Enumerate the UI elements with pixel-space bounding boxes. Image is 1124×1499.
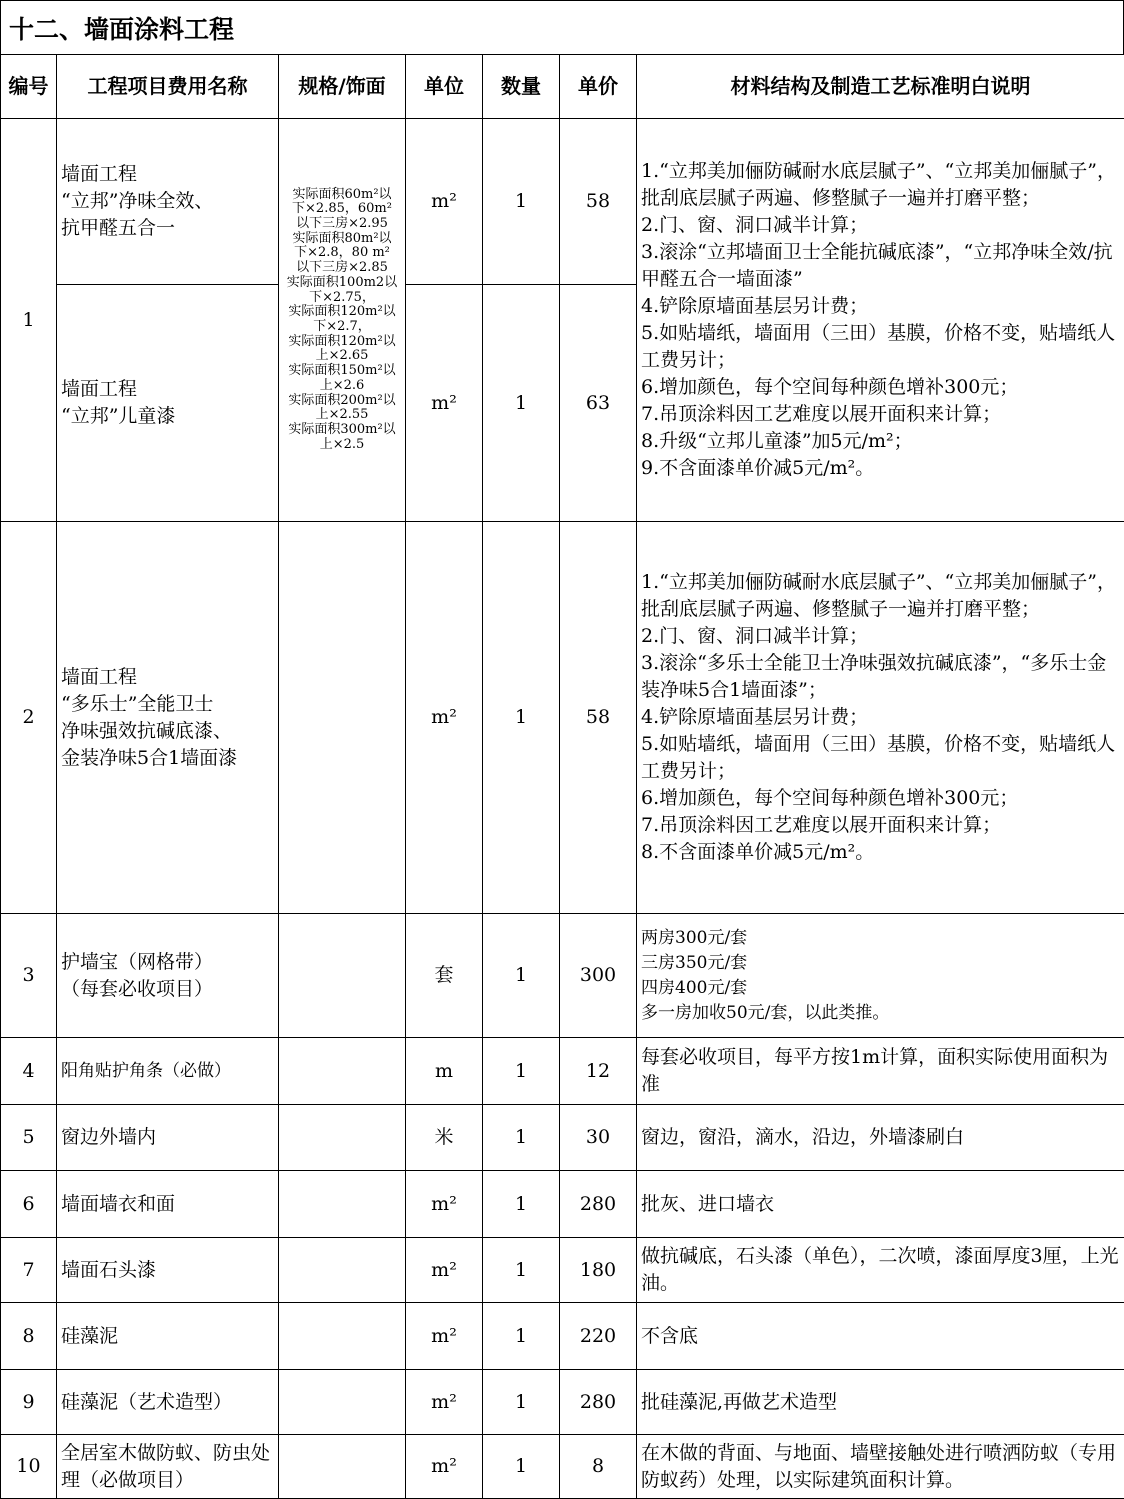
item-unit: m² (406, 285, 483, 522)
header-desc: 材料结构及制造工艺标准明白说明 (637, 55, 1124, 119)
item-spec (279, 914, 406, 1038)
item-qty: 1 (483, 1435, 560, 1499)
section-title: 十二、墙面涂料工程 (0, 0, 1124, 54)
item-unit: m² (406, 1171, 483, 1238)
item-unit: m² (406, 522, 483, 914)
item-name: 窗边外墙内 (57, 1105, 279, 1171)
item-description: 每套必收项目，每平方按1m计算，面积实际使用面积为准 (637, 1038, 1124, 1105)
table-row (1, 1171, 1124, 1238)
item-unit: m² (406, 1370, 483, 1435)
table-row (1, 914, 1124, 1038)
item-name: 护墙宝（网格带） （每套必收项目） (57, 914, 279, 1038)
item-spec: 实际面积60m²以 下×2.85，60m² 以下三房×2.95 实际面积80m²以 下×2.8，80 m² 以下三房×2.85 实际面积100m2以 下×2.75， 实际面积120m²以 下×2.7， 实际面积120m²以 上×2.65 实际面积150m²以 上×2.6 实际面积200m²以 上×2.55 实际面积300m²以 上×2.5 (279, 119, 406, 522)
item-description: 批硅藻泥,再做艺术造型 (637, 1370, 1124, 1435)
item-qty: 1 (483, 1303, 560, 1370)
table-row (1, 1435, 1124, 1499)
row-number: 2 (1, 522, 57, 914)
item-description: 做抗碱底，石头漆（单色），二次喷，漆面厚度3厘，上光油。 (637, 1238, 1124, 1303)
item-price: 58 (560, 119, 637, 285)
item-unit: m (406, 1038, 483, 1105)
table-row (1, 119, 1124, 285)
item-spec (279, 1038, 406, 1105)
row-number: 3 (1, 914, 57, 1038)
table-row (1, 1038, 1124, 1105)
item-price: 8 (560, 1435, 637, 1499)
item-description: 批灰、进口墙衣 (637, 1171, 1124, 1238)
item-qty: 1 (483, 1370, 560, 1435)
header-row (1, 55, 1124, 119)
item-description: 在木做的背面、与地面、墙壁接触处进行喷洒防蚁（专用防蚁药）处理，以实际建筑面积计算。 (637, 1435, 1124, 1499)
table-row (1, 522, 1124, 914)
item-spec (279, 522, 406, 914)
item-qty: 1 (483, 1171, 560, 1238)
item-qty: 1 (483, 1038, 560, 1105)
item-qty: 1 (483, 1238, 560, 1303)
item-price: 280 (560, 1171, 637, 1238)
item-price: 180 (560, 1238, 637, 1303)
item-unit: m² (406, 119, 483, 285)
row-number: 9 (1, 1370, 57, 1435)
item-name: 墙面工程 “立邦”净味全效、 抗甲醛五合一 (57, 119, 279, 285)
item-description: 1.“立邦美加俪防碱耐水底层腻子”、“立邦美加俪腻子”，批刮底层腻子两遍、修整腻子一遍并打磨平整； 2.门、窗、洞口减半计算； 3.滚涂“立邦墙面卫士全能抗碱底漆”，“立邦净味全效/抗甲醛五合一墙面漆” 4.铲除原墙面基层另计费； 5.如贴墙纸，墙面用（三田）基膜，价格不变，贴墙纸人工费另计； 6.增加颜色，每个空间每种颜色增补300元； 7.吊顶涂料因工艺难度以展开面积来计算； 8.升级“立邦儿童漆”加5元/m²； 9.不含面漆单价减5元/m²。 (637, 119, 1124, 522)
header-spec: 规格/饰面 (279, 55, 406, 119)
price-table (0, 54, 1124, 1499)
item-description: 窗边，窗沿，滴水，沿边，外墙漆刷白 (637, 1105, 1124, 1171)
item-price: 63 (560, 285, 637, 522)
item-unit: m² (406, 1303, 483, 1370)
item-name: 硅藻泥（艺术造型） (57, 1370, 279, 1435)
item-spec (279, 1105, 406, 1171)
item-name: 墙面工程 “立邦”儿童漆 (57, 285, 279, 522)
item-description: 1.“立邦美加俪防碱耐水底层腻子”、“立邦美加俪腻子”，批刮底层腻子两遍、修整腻子一遍并打磨平整； 2.门、窗、洞口减半计算； 3.滚涂“多乐士全能卫士净味强效抗碱底漆”，“多乐士金装净味5合1墙面漆”； 4.铲除原墙面基层另计费； 5.如贴墙纸，墙面用（三田）基膜，价格不变，贴墙纸人工费另计； 6.增加颜色，每个空间每种颜色增补300元； 7.吊顶涂料因工艺难度以展开面积来计算； 8.不含面漆单价减5元/m²。 (637, 522, 1124, 914)
table-row (1, 1238, 1124, 1303)
header-name: 工程项目费用名称 (57, 55, 279, 119)
item-description: 不含底 (637, 1303, 1124, 1370)
item-name: 墙面墙衣和面 (57, 1171, 279, 1238)
item-qty: 1 (483, 119, 560, 285)
item-name: 全居室木做防蚁、防虫处理（必做项目） (57, 1435, 279, 1499)
item-unit: 米 (406, 1105, 483, 1171)
item-spec (279, 1370, 406, 1435)
item-unit: m² (406, 1435, 483, 1499)
item-name: 墙面石头漆 (57, 1238, 279, 1303)
item-name: 阳角贴护角条（必做） (57, 1038, 279, 1105)
item-price: 30 (560, 1105, 637, 1171)
row-number: 1 (1, 119, 57, 522)
item-spec (279, 1238, 406, 1303)
table-row (1, 1105, 1124, 1171)
item-qty: 1 (483, 914, 560, 1038)
row-number: 5 (1, 1105, 57, 1171)
row-number: 6 (1, 1171, 57, 1238)
item-name: 墙面工程 “多乐士”全能卫士 净味强效抗碱底漆、 金装净味5合1墙面漆 (57, 522, 279, 914)
item-price: 220 (560, 1303, 637, 1370)
item-price: 12 (560, 1038, 637, 1105)
item-unit: m² (406, 1238, 483, 1303)
item-unit: 套 (406, 914, 483, 1038)
table-row (1, 1303, 1124, 1370)
item-description: 两房300元/套 三房350元/套 四房400元/套 多一房加收50元/套，以此类推。 (637, 914, 1124, 1038)
row-number: 4 (1, 1038, 57, 1105)
item-price: 300 (560, 914, 637, 1038)
row-number: 10 (1, 1435, 57, 1499)
header-unit: 单位 (406, 55, 483, 119)
item-spec (279, 1435, 406, 1499)
table-row (1, 1370, 1124, 1435)
header-qty: 数量 (483, 55, 560, 119)
item-spec (279, 1171, 406, 1238)
row-number: 7 (1, 1238, 57, 1303)
item-price: 58 (560, 522, 637, 914)
header-price: 单价 (560, 55, 637, 119)
item-price: 280 (560, 1370, 637, 1435)
row-number: 8 (1, 1303, 57, 1370)
item-qty: 1 (483, 285, 560, 522)
item-spec (279, 1303, 406, 1370)
item-qty: 1 (483, 522, 560, 914)
item-qty: 1 (483, 1105, 560, 1171)
item-name: 硅藻泥 (57, 1303, 279, 1370)
header-no: 编号 (1, 55, 57, 119)
